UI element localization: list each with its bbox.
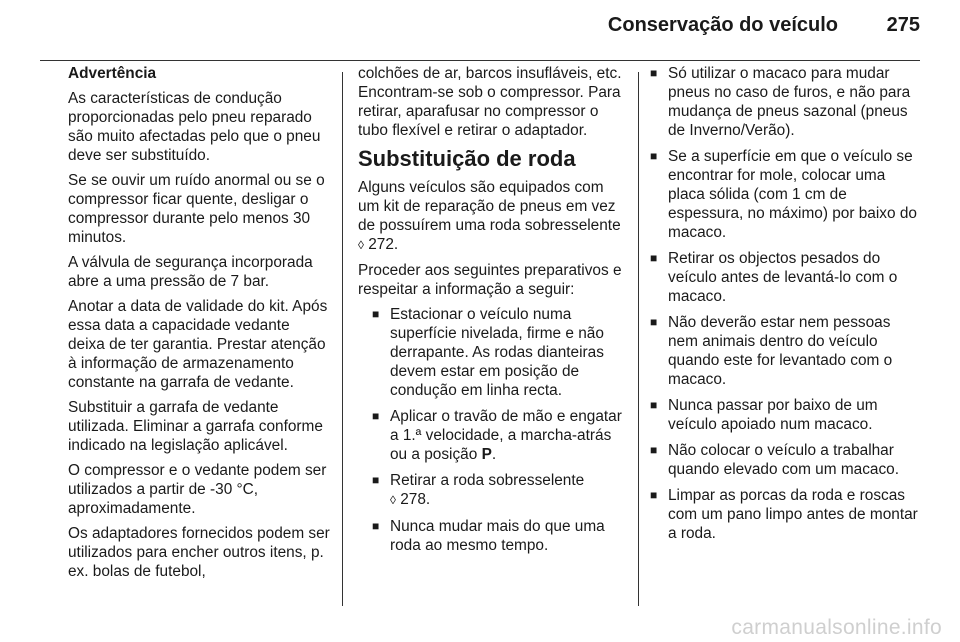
paragraph: O compressor e o vedante podem ser utilizados a partir de -30 °C, aproximadamente. <box>68 462 327 517</box>
column-divider-left <box>342 72 343 606</box>
warning-title: Advertência <box>68 65 157 82</box>
paragraph: Substituir a garrafa de vedante utilizada. Eliminar a garrafa conforme indicado na legislação aplicável. <box>68 399 323 454</box>
list-item-text: Retirar os objectos pesados do veículo antes de levantá-lo com o macaco. <box>668 250 898 305</box>
square-bullet-icon: ■ <box>650 443 658 457</box>
square-bullet-icon: ■ <box>650 66 658 80</box>
list-item <box>650 313 922 389</box>
list-item-end: . <box>491 446 497 463</box>
square-bullet-icon: ■ <box>650 149 658 163</box>
list-item-text: Não deverão estar nem pessoas nem animais dentro do veículo quando este for levantado com o macaco. <box>668 314 893 388</box>
square-bullet-icon: ■ <box>650 398 658 412</box>
list-item-text: Não colocar o veículo a trabalhar quando elevado com um macaco. <box>668 442 899 478</box>
list-item-text: Estacionar o veículo numa superfície nivelada, firme e não derrapante. As rodas dianteiras devem estar em posição de condução em linha recta. <box>390 306 604 399</box>
list-item-text: Se a superfície em que o veículo se encontrar for mole, colocar uma placa sólida (com 1 cm de espessura, no máximo) por baixo do macaco. <box>668 148 917 241</box>
list-item <box>372 517 626 555</box>
page-reference-icon: ◊ <box>390 493 396 507</box>
preparation-list <box>358 305 626 555</box>
list-item <box>650 396 922 434</box>
list-item <box>650 249 922 306</box>
page-header-title: Conservação do veículo <box>607 14 838 36</box>
square-bullet-icon: ■ <box>372 307 380 321</box>
paragraph: Os adaptadores fornecidos podem ser utilizados para encher outros itens, p. ex. bolas de futebol, <box>68 525 330 580</box>
watermark: carmanualsonline.info <box>731 616 942 639</box>
intro-paragraph <box>358 178 626 255</box>
list-item <box>650 64 922 140</box>
header-rule <box>40 60 920 61</box>
paragraph: A válvula de segurança incorporada abre a uma pressão de 7 bar. <box>68 254 313 290</box>
paragraph: As características de condução proporcionadas pelo pneu reparado são muito afectadas pelo que o pneu deve ser substituído. <box>68 90 321 164</box>
intro-text: Alguns veículos são equipados com um kit de reparação de pneus em vez de possuírem uma roda sobresselente <box>358 179 621 234</box>
list-item <box>372 407 626 464</box>
column-3 <box>650 64 922 550</box>
gear-position-label: P <box>481 446 492 463</box>
list-item <box>650 441 922 479</box>
list-item-text: Nunca mudar mais do que uma roda ao mesmo tempo. <box>390 518 605 554</box>
page-reference[interactable]: 272. <box>368 236 399 253</box>
paragraph: Anotar a data de validade do kit. Após essa data a capacidade vedante deixa de ter garantia. Prestar atenção à informação de armazenamento constante na garrafa de vedante. <box>68 298 328 391</box>
list-item-text: Limpar as porcas da roda e roscas com um pano limpo antes de montar a roda. <box>668 487 918 542</box>
page-number: 275 <box>886 14 920 36</box>
square-bullet-icon: ■ <box>650 488 658 502</box>
list-item <box>372 305 626 400</box>
lead-paragraph: Proceder aos seguintes preparativos e respeitar a informação a seguir: <box>358 262 622 298</box>
square-bullet-icon: ■ <box>372 519 380 533</box>
list-item-text: Só utilizar o macaco para mudar pneus no caso de furos, e não para mudança de pneus sazonal (pneus de Inverno/Verão). <box>668 65 911 139</box>
square-bullet-icon: ■ <box>372 409 380 423</box>
column-divider-right <box>638 72 639 606</box>
page-reference[interactable]: 278. <box>400 491 431 508</box>
column-2 <box>358 64 626 562</box>
square-bullet-icon: ■ <box>650 251 658 265</box>
square-bullet-icon: ■ <box>650 315 658 329</box>
list-item-text: Aplicar o travão de mão e engatar a 1.ª velocidade, a marcha-atrás ou a posição <box>390 408 622 463</box>
safety-list <box>650 64 922 543</box>
square-bullet-icon: ■ <box>372 473 380 487</box>
page-reference-icon: ◊ <box>358 238 364 252</box>
continuation-paragraph: colchões de ar, barcos insufláveis, etc. Encontram-se sob o compressor. Para retirar, aparafusar no compressor o tubo flexível e retirar o adaptador. <box>358 65 622 139</box>
list-item <box>650 147 922 242</box>
section-heading: Substituição de roda <box>358 146 576 171</box>
paragraph: Se se ouvir um ruído anormal ou se o compressor ficar quente, desligar o compressor durante pelo menos 30 minutos. <box>68 172 325 246</box>
column-1 <box>68 64 330 587</box>
list-item <box>372 471 626 510</box>
list-item-text: Nunca passar por baixo de um veículo apoiado num macaco. <box>668 397 878 433</box>
list-item <box>650 486 922 543</box>
list-item-text: Retirar a roda sobresselente <box>390 472 585 489</box>
